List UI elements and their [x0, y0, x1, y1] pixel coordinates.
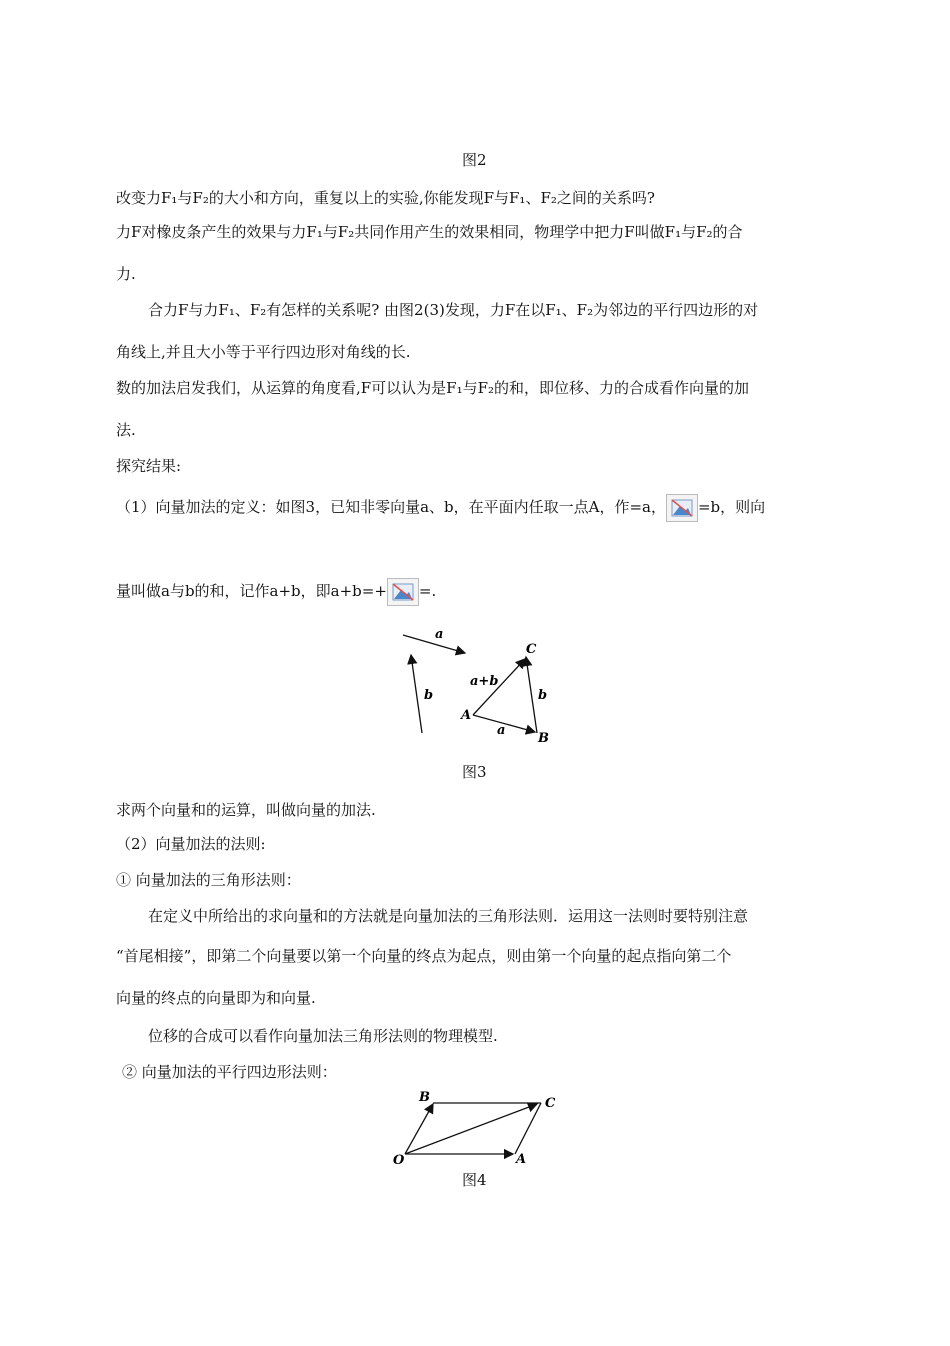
paragraph-3-line-1: 合力F与力F₁、F₂有怎样的关系呢? 由图2(3)发现，力F在以F₁、F₂为邻边的平行四边形的对	[148, 301, 759, 319]
paragraph-6-line-1-text-b: =b，则向	[697, 498, 766, 516]
paragraph-2-line-1: 力F对橡皮条产生的效果与力F₁与F₂共同作用产生的效果相同，物理学中把力F叫做F₁与F₂的合	[116, 223, 743, 241]
paragraph-6-line-2	[116, 578, 436, 606]
point-O: O	[393, 1153, 405, 1168]
paragraph-11: 位移的合成可以看作向量加法三角形法则的物理模型.	[148, 1027, 498, 1045]
paragraph-4-line-1: 数的加法启发我们，从运算的角度看,F可以认为是F₁与F₂的和，即位移、力的合成看作向量的加	[116, 379, 750, 397]
paragraph-5: 探究结果:	[116, 457, 182, 475]
figure-3	[395, 625, 565, 750]
point-B: B	[538, 731, 549, 746]
label-b-free: b	[424, 688, 434, 703]
paragraph-10-line-1: 在定义中所给出的求向量和的方法就是向量加法的三角形法则．运用这一法则时要特别注意	[148, 907, 749, 925]
paragraph-7: 求两个向量和的运算，叫做向量的加法.	[116, 801, 376, 819]
vector-BC	[526, 657, 537, 733]
paragraph-10-line-3: 向量的终点的向量即为和向量.	[116, 989, 316, 1007]
fig3-caption: 图3	[462, 763, 487, 781]
vector-OB	[405, 1104, 433, 1154]
paragraph-10-line-2: “首尾相接”，即第二个向量要以第一个向量的终点为起点，则由第一个向量的起点指向第二个	[116, 947, 732, 965]
figure-4	[385, 1088, 565, 1168]
vector-OC	[405, 1104, 537, 1154]
label-a-plus-b: a+b	[470, 674, 499, 689]
point-B: B	[419, 1090, 430, 1105]
point-C: C	[545, 1096, 556, 1111]
paragraph-12: ② 向量加法的平行四边形法则：	[122, 1063, 337, 1081]
label-a: a	[497, 723, 506, 738]
paragraph-6-line-1-text-a: （1）向量加法的定义：如图3，已知非零向量a、b，在平面内任取一点A，作=a，	[116, 498, 666, 516]
paragraph-6-line-1	[116, 494, 765, 522]
vector-a-free	[403, 635, 465, 653]
label-a-free: a	[435, 627, 444, 642]
paragraph-1: 改变力F₁与F₂的大小和方向，重复以上的实验,你能发现F与F₁、F₂之间的关系吗?	[116, 189, 655, 207]
paragraph-9: ① 向量加法的三角形法则：	[116, 871, 301, 889]
point-A: A	[516, 1152, 527, 1167]
fig4-caption: 图4	[462, 1171, 487, 1189]
point-C: C	[526, 642, 537, 657]
fig2-caption: 图2	[462, 151, 487, 169]
label-b: b	[538, 688, 548, 703]
paragraph-2-line-2: 力.	[116, 265, 136, 283]
point-A: A	[461, 708, 472, 723]
paragraph-3-line-2: 角线上,并且大小等于平行四边形对角线的长.	[116, 343, 411, 361]
broken-image-icon	[666, 494, 698, 522]
vector-b-free	[411, 655, 422, 733]
paragraph-6-line-2-text-a: 量叫做a与b的和，记作a+b，即a+b=+	[116, 582, 387, 600]
paragraph-4-line-2: 法.	[116, 421, 136, 439]
paragraph-6-line-2-text-b: =.	[418, 582, 437, 600]
broken-image-icon	[387, 578, 419, 606]
paragraph-8: （2）向量加法的法则:	[116, 835, 266, 853]
